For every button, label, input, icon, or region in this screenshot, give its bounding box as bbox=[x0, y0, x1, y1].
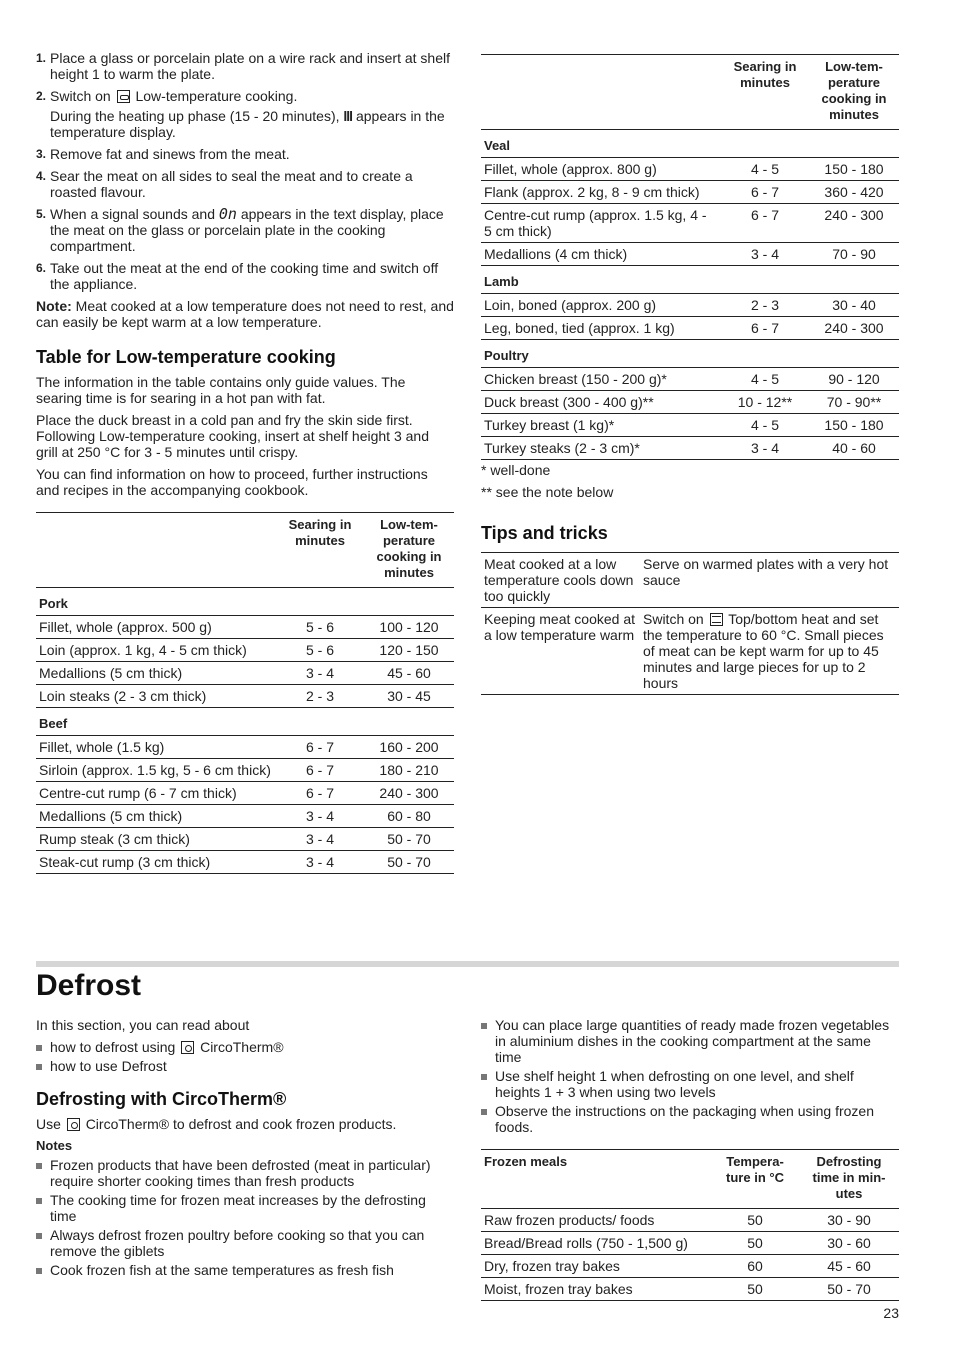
tips-title: Tips and tricks bbox=[481, 523, 608, 543]
frozen-meals-table bbox=[481, 1149, 899, 1301]
tips-table bbox=[481, 552, 899, 695]
table-row: Sirloin (approx. 1.5 kg, 5 - 6 cm thick) 6 - 7 180 - 210 bbox=[36, 759, 454, 782]
col-lowtemp: Low-tem- perature cooking in minutes bbox=[809, 55, 899, 130]
table-row: Centre-cut rump (6 - 7 cm thick) 6 - 7 240 - 300 bbox=[36, 782, 454, 805]
left-column bbox=[36, 50, 454, 874]
display-symbol-icon: 0n bbox=[218, 205, 237, 223]
lowtemp-table-left bbox=[36, 512, 454, 874]
col-searing: Searing in minutes bbox=[721, 55, 809, 130]
table-row: Leg, boned, tied (approx. 1 kg) 6 - 7 240 - 300 bbox=[481, 317, 899, 340]
table-row: Medallions (4 cm thick) 3 - 4 70 - 90 bbox=[481, 243, 899, 266]
lowtemp-para-1: The information in the table contains only guide values. The searing time is for searing in a hot pan with fat. bbox=[36, 374, 406, 406]
notes-list bbox=[36, 1157, 454, 1278]
footnote-1: * well-done bbox=[481, 462, 551, 478]
table-row: Chicken breast (150 - 200 g)* 4 - 5 90 - 120 bbox=[481, 368, 899, 391]
defrost-tips bbox=[481, 1017, 899, 1135]
col-lowtemp: Low-tem- perature cooking in minutes bbox=[364, 513, 454, 588]
table-row: Steak-cut rump (3 cm thick) 3 - 4 50 - 70 bbox=[36, 851, 454, 874]
table-row: Raw frozen products/ foods 50 30 - 90 bbox=[481, 1209, 899, 1232]
list-item: The cooking time for frozen meat increases by the defrosting time bbox=[36, 1192, 454, 1224]
list-item: Observe the instructions on the packaging when using frozen foods. bbox=[481, 1103, 899, 1135]
note: Note: Meat cooked at a low temperature does not need to rest, and can easily be kept warm at a low temperature. bbox=[36, 298, 454, 330]
table-row: Fillet, whole (approx. 500 g) 5 - 6 100 - 120 bbox=[36, 616, 454, 639]
top-bottom-heat-icon bbox=[710, 613, 723, 626]
circotherm-icon bbox=[67, 1118, 80, 1131]
table-row: Turkey steaks (2 - 3 cm)* 3 - 4 40 - 60 bbox=[481, 437, 899, 460]
heating-bars-icon: lll bbox=[343, 108, 353, 124]
lowtemp-para-2: Place the duck breast in a cold pan and fry the skin side first. Following Low-temperature cooking, insert at shelf height 3 and grill at 250 °C for 3 - 5 minutes until crispy. bbox=[36, 412, 429, 460]
table-row: Rump steak (3 cm thick) 3 - 4 50 - 70 bbox=[36, 828, 454, 851]
step-4: 4. Sear the meat on all sides to seal the meat and to create a roasted flavour. bbox=[36, 168, 413, 200]
list-item: You can place large quantities of ready made frozen vegetables in aluminium dishes in the cooking compartment at the same time bbox=[481, 1017, 899, 1065]
step-6: 6. Take out the meat at the end of the cooking time and switch off the appliance. bbox=[36, 260, 439, 292]
defrost-left-column bbox=[36, 1017, 454, 1281]
table-row: Medallions (5 cm thick) 3 - 4 45 - 60 bbox=[36, 662, 454, 685]
table-row: Centre-cut rump (approx. 1.5 kg, 4 - 5 cm thick) 6 - 7 240 - 300 bbox=[481, 204, 899, 243]
defrost-right-column bbox=[481, 1017, 899, 1301]
instruction-steps bbox=[36, 50, 454, 292]
footnote-2: ** see the note below bbox=[481, 484, 614, 500]
circotherm-title: Defrosting with CircoTherm® bbox=[36, 1089, 287, 1109]
list-item: how to use Defrost bbox=[36, 1058, 454, 1074]
lowtemp-table-right bbox=[481, 54, 899, 460]
step-2: 2. Switch on Low-temperature cooking. During the heating up phase (15 - 20 minutes), lll appears in the temperature display. bbox=[36, 88, 445, 140]
table-row: Turkey breast (1 kg)* 4 - 5 150 - 180 bbox=[481, 414, 899, 437]
lowtemp-table-title: Table for Low-temperature cooking bbox=[36, 347, 336, 367]
list-item: Use shelf height 1 when defrosting on one level, and shelf heights 1 + 3 when using two levels bbox=[481, 1068, 899, 1100]
step-1: 1. Place a glass or porcelain plate on a wire rack and insert at shelf height 1 to warm the plate. bbox=[36, 50, 450, 82]
table-row: Dry, frozen tray bakes 60 45 - 60 bbox=[481, 1255, 899, 1278]
notes-heading: Notes bbox=[36, 1138, 73, 1153]
table-row: Fillet, whole (1.5 kg) 6 - 7 160 - 200 bbox=[36, 736, 454, 759]
table-category-row: Lamb bbox=[481, 266, 899, 294]
section-divider bbox=[36, 961, 899, 967]
defrost-intro: In this section, you can read about bbox=[36, 1017, 250, 1033]
table-row: Fillet, whole (approx. 800 g) 4 - 5 150 - 180 bbox=[481, 158, 899, 181]
table-category-row: Pork bbox=[36, 588, 454, 616]
col-temperature: Tempera- ture in °C bbox=[711, 1150, 799, 1209]
table-category-row: Beef bbox=[36, 708, 454, 736]
table-row: Keeping meat cooked at a low temperature warm Switch on Top/bottom heat and set the temperature to 60 °C. Small pieces of meat can be kept warm for up to 45 minutes and large pieces for up to 2 hours bbox=[481, 608, 899, 695]
step-5: 5. When a signal sounds and 0n appears in the text display, place the meat on the glass or porcelain plate in the cooking compartment. bbox=[36, 205, 444, 254]
page-number: 23 bbox=[883, 1305, 899, 1321]
table-row: Duck breast (300 - 400 g)** 10 - 12** 70 - 90** bbox=[481, 391, 899, 414]
low-temperature-icon bbox=[117, 90, 130, 103]
list-item: Frozen products that have been defrosted (meat in particular) require shorter cooking times than fresh products bbox=[36, 1157, 454, 1189]
right-column bbox=[481, 54, 899, 695]
table-row: Moist, frozen tray bakes 50 50 - 70 bbox=[481, 1278, 899, 1301]
table-row: Loin steaks (2 - 3 cm thick) 2 - 3 30 - 45 bbox=[36, 685, 454, 708]
table-row: Meat cooked at a low temperature cools down too quickly Serve on warmed plates with a very hot sauce bbox=[481, 553, 899, 608]
circotherm-icon bbox=[181, 1041, 194, 1054]
table-category-row: Veal bbox=[481, 130, 899, 158]
defrost-title: Defrost bbox=[36, 969, 142, 1002]
defrost-contents bbox=[36, 1039, 454, 1074]
col-defrost-time: Defrosting time in min- utes bbox=[799, 1150, 899, 1209]
list-item: Cook frozen fish at the same temperatures as fresh fish bbox=[36, 1262, 454, 1278]
step-3: 3. Remove fat and sinews from the meat. bbox=[36, 146, 290, 162]
table-row: Loin, boned (approx. 200 g) 2 - 3 30 - 40 bbox=[481, 294, 899, 317]
lowtemp-para-3: You can find information on how to proceed, further instructions and recipes in the accompanying cookbook. bbox=[36, 466, 428, 498]
table-row: Medallions (5 cm thick) 3 - 4 60 - 80 bbox=[36, 805, 454, 828]
table-row: Loin (approx. 1 kg, 4 - 5 cm thick) 5 - 6 120 - 150 bbox=[36, 639, 454, 662]
table-row: Bread/Bread rolls (750 - 1,500 g) 50 30 - 60 bbox=[481, 1232, 899, 1255]
table-row: Flank (approx. 2 kg, 8 - 9 cm thick) 6 - 7 360 - 420 bbox=[481, 181, 899, 204]
circotherm-use: Use CircoTherm® to defrost and cook frozen products. bbox=[36, 1116, 397, 1132]
list-item: Always defrost frozen poultry before cooking so that you can remove the giblets bbox=[36, 1227, 454, 1259]
col-frozen-meals: Frozen meals bbox=[481, 1150, 711, 1209]
col-searing: Searing in minutes bbox=[276, 513, 364, 588]
list-item: how to defrost using CircoTherm® bbox=[36, 1039, 454, 1055]
table-category-row: Poultry bbox=[481, 340, 899, 368]
